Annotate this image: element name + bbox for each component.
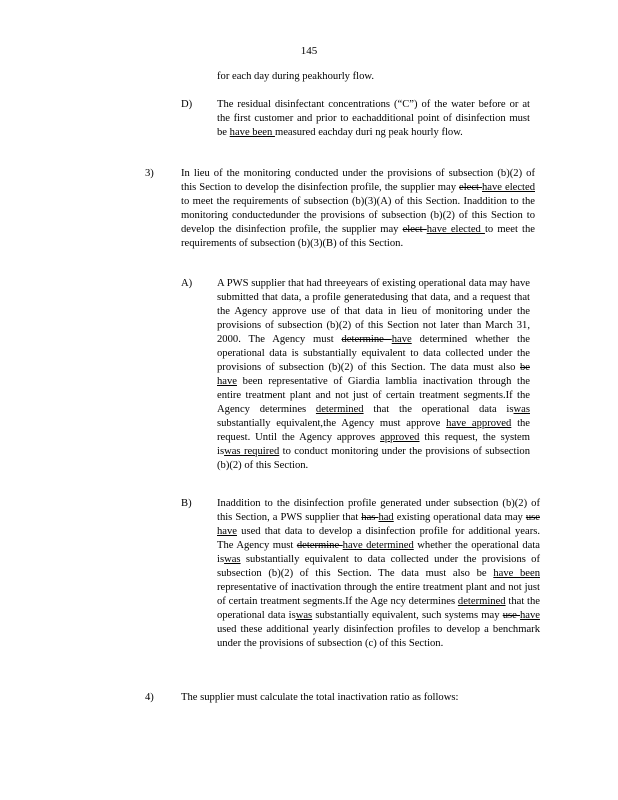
inserted-text: have been bbox=[229, 127, 275, 138]
page-number: 145 bbox=[300, 45, 318, 57]
deleted-text: determine bbox=[296, 540, 343, 551]
inserted-text: have elected bbox=[482, 182, 535, 193]
inserted-text: determined bbox=[457, 596, 506, 607]
item-b-label: B) bbox=[181, 498, 192, 509]
deleted-text: elect bbox=[459, 182, 482, 193]
inserted-text: have bbox=[391, 334, 412, 345]
item-d-label: D) bbox=[181, 99, 193, 110]
inserted-text: have elected bbox=[426, 224, 485, 235]
inserted-text: determined bbox=[315, 404, 364, 415]
inserted-text: have been bbox=[493, 568, 540, 579]
inserted-text: have bbox=[217, 526, 237, 537]
inserted-text: have approved bbox=[446, 418, 512, 429]
item-d-text: The residual disinfectant concentrations (“C”) of the water before or at the first customer and prior to eachadditional point of disinfection must be have been measured eachday duri ng peak hourly flow. bbox=[217, 99, 530, 138]
inserted-text: was bbox=[224, 554, 241, 565]
item-b-text: Inaddition to the disinfection profile generated under subsection (b)(2) of this Section, a PWS supplier that has had existing operational data may use have used that data to develop a disinfection profile for additional years. The Agency must determine have determined whether the operational data iswas substantially equivalent to data collected under the provisions of subsection (b)(2) of this Section. The data must also be have been representative of inactivation through the entire treatment plant and not just of certain treatment segments.If the Age ncy determines determined that the operational data iswas substantially equivalent, such systems may use have used these additional yearly disinfection profiles to develop a benchmark under the provisions of subsection (c) of this Section. bbox=[217, 498, 540, 649]
deleted-text: has bbox=[361, 512, 379, 523]
inserted-text: was bbox=[295, 610, 313, 621]
item-3-text: In lieu of the monitoring conducted under the provisions of subsection (b)(2) of this Section to develop the disinfection profile, the supplier may elect have elected to meet the requirements of subsection (b)(3)(A) of this Section. Inaddition to the monitoring conductedunder the provisions of subsection (b)(2) of this Section to develop the disinfection profile, the supplier may elect have elected to meet the requirements of subsection (b)(3)(B) of this Section. bbox=[181, 168, 535, 249]
inserted-text: have determined bbox=[342, 540, 414, 551]
item-a-label: A) bbox=[181, 278, 193, 289]
item-4-label: 4) bbox=[145, 692, 154, 703]
continuation-line: for each day during peakhourly flow. bbox=[217, 71, 374, 82]
inserted-text: have bbox=[519, 610, 540, 621]
deleted-text: use bbox=[502, 610, 520, 621]
deleted-text: determine bbox=[341, 334, 392, 345]
deleted-text: use bbox=[525, 512, 540, 523]
inserted-text: have bbox=[217, 376, 237, 387]
deleted-text: elect bbox=[402, 224, 427, 235]
item-3-label: 3) bbox=[145, 168, 154, 179]
inserted-text: approved bbox=[380, 432, 420, 443]
inserted-text: had bbox=[378, 512, 394, 523]
deleted-text: be bbox=[520, 362, 530, 373]
inserted-text: was required bbox=[224, 446, 280, 457]
item-a-text: A PWS supplier that had threeyears of existing operational data may have submitted that data, a profile generatedusing that data, and a request that the Agency approve use of that data in lieu of monitoring under the provisions of subsection (b)(2) of this Section not later than March 31, 2000. The Agency must determine have determined whether the operational data is substantially equivalent to data collected under the provisions of subsection (b)(2) of this Section. The data must also be have been representative of Giardia lamblia inactivation through the entire treatment plant and not just of certain treatment segments.If the Agency determines determined that the operational data iswas substantially equivalent,the Agency must approve have approved the request. Until the Agency approves approved this request, the system iswas required to conduct monitoring under the provisions of subsection (b)(2) of this Section. bbox=[217, 278, 531, 471]
item-4-text: The supplier must calculate the total inactivation ratio as follows: bbox=[181, 692, 459, 703]
inserted-text: was bbox=[513, 404, 530, 415]
